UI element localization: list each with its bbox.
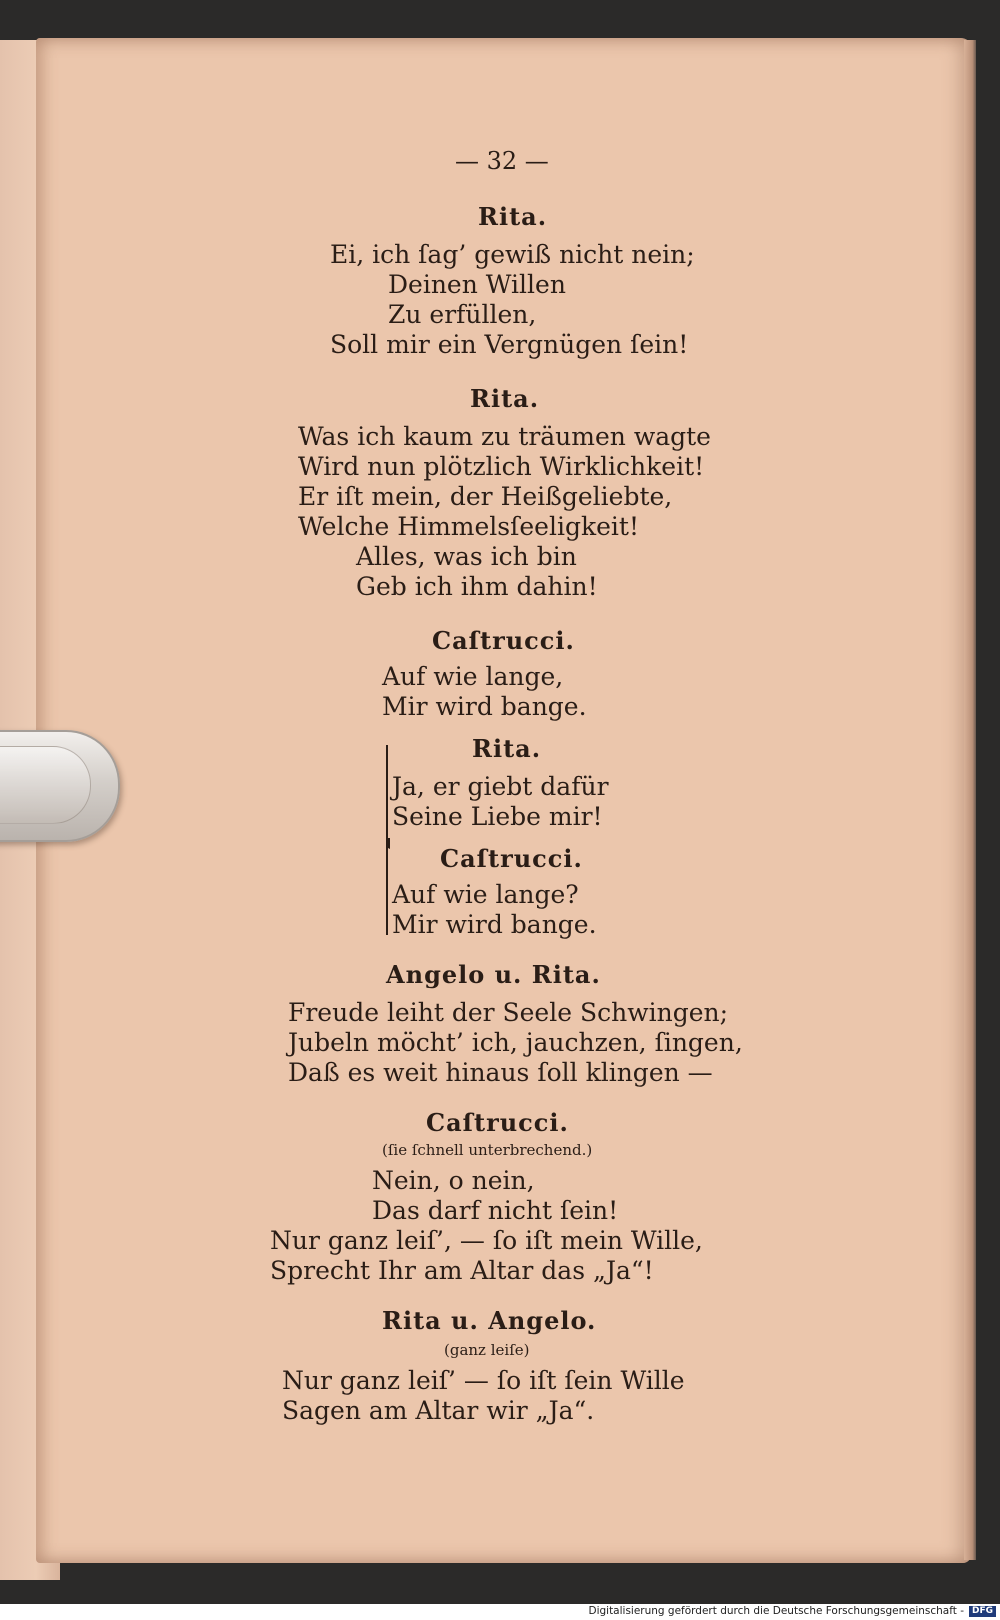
verse-line: Deinen Willen [388, 270, 566, 299]
verse-line: Mir wird bange. [382, 692, 587, 721]
verse-line: Was ich kaum zu träumen wagte [298, 422, 711, 451]
dfg-logo: DFG [969, 1606, 996, 1617]
verse-line: Wird nun plötzlich Wirklichkeit! [298, 452, 705, 481]
verse-line: Freude leiht der Seele Schwingen; [288, 998, 729, 1027]
speaker-heading: Caſtrucci. [426, 1108, 569, 1137]
speaker-heading: Rita. [472, 734, 542, 763]
verse-line: Seine Liebe mir! [392, 802, 603, 831]
verse-line: Mir wird bange. [392, 910, 597, 939]
verse-line: Zu erfüllen, [388, 300, 537, 329]
verse-line: Ei, ich ſag’ gewiß nicht nein; [330, 240, 695, 269]
verse-line: Daß es weit hinaus ſoll klingen — [288, 1058, 713, 1087]
verse-line: Nein, o nein, [372, 1166, 535, 1195]
digitization-credit: Digitalisierung gefördert durch die Deutsche Forschungsgemeinschaft - [588, 1605, 964, 1617]
speaker-heading: Caſtrucci. [432, 626, 575, 655]
speaker-heading: Angelo u. Rita. [386, 960, 601, 989]
verse-line: Ja, er giebt dafür [392, 772, 609, 801]
verse-line: Nur ganz leiſ’, — ſo iſt mein Wille, [270, 1226, 703, 1255]
verse-line: Alles, was ich bin [356, 542, 577, 571]
verse-line: Welche Himmelsſeeligkeit! [298, 512, 639, 541]
page-clip [0, 730, 120, 842]
stage-direction: (ſie ſchnell unterbrechend.) [382, 1141, 593, 1159]
verse-line: Sprecht Ihr am Altar das „Ja“! [270, 1256, 654, 1285]
speaker-heading: Rita u. Angelo. [382, 1306, 597, 1335]
stage-direction: (ganz leiſe) [444, 1341, 530, 1359]
verse-line: Auf wie lange? [392, 880, 579, 909]
page-clip-highlight [0, 746, 91, 824]
verse-line: Jubeln möcht’ ich, jauchzen, ſingen, [288, 1028, 743, 1057]
speaker-heading: Caſtrucci. [440, 844, 583, 873]
verse-line: Sagen am Altar wir „Ja“. [282, 1396, 595, 1425]
page-number: — 32 — [455, 147, 549, 175]
verse-line: Auf wie lange, [382, 662, 564, 691]
speaker-heading: Rita. [478, 202, 548, 231]
verse-line: Er iſt mein, der Heißgeliebte, [298, 482, 673, 511]
duet-brace-tip [380, 838, 390, 849]
verse-line: Soll mir ein Vergnügen ſein! [330, 330, 689, 359]
verse-line: Nur ganz leiſ’ — ſo iſt ſein Wille [282, 1366, 685, 1395]
page-right-edge [964, 40, 976, 1560]
verse-line: Das darf nicht ſein! [372, 1196, 619, 1225]
verse-line: Geb ich ihm dahin! [356, 572, 598, 601]
speaker-heading: Rita. [470, 384, 540, 413]
